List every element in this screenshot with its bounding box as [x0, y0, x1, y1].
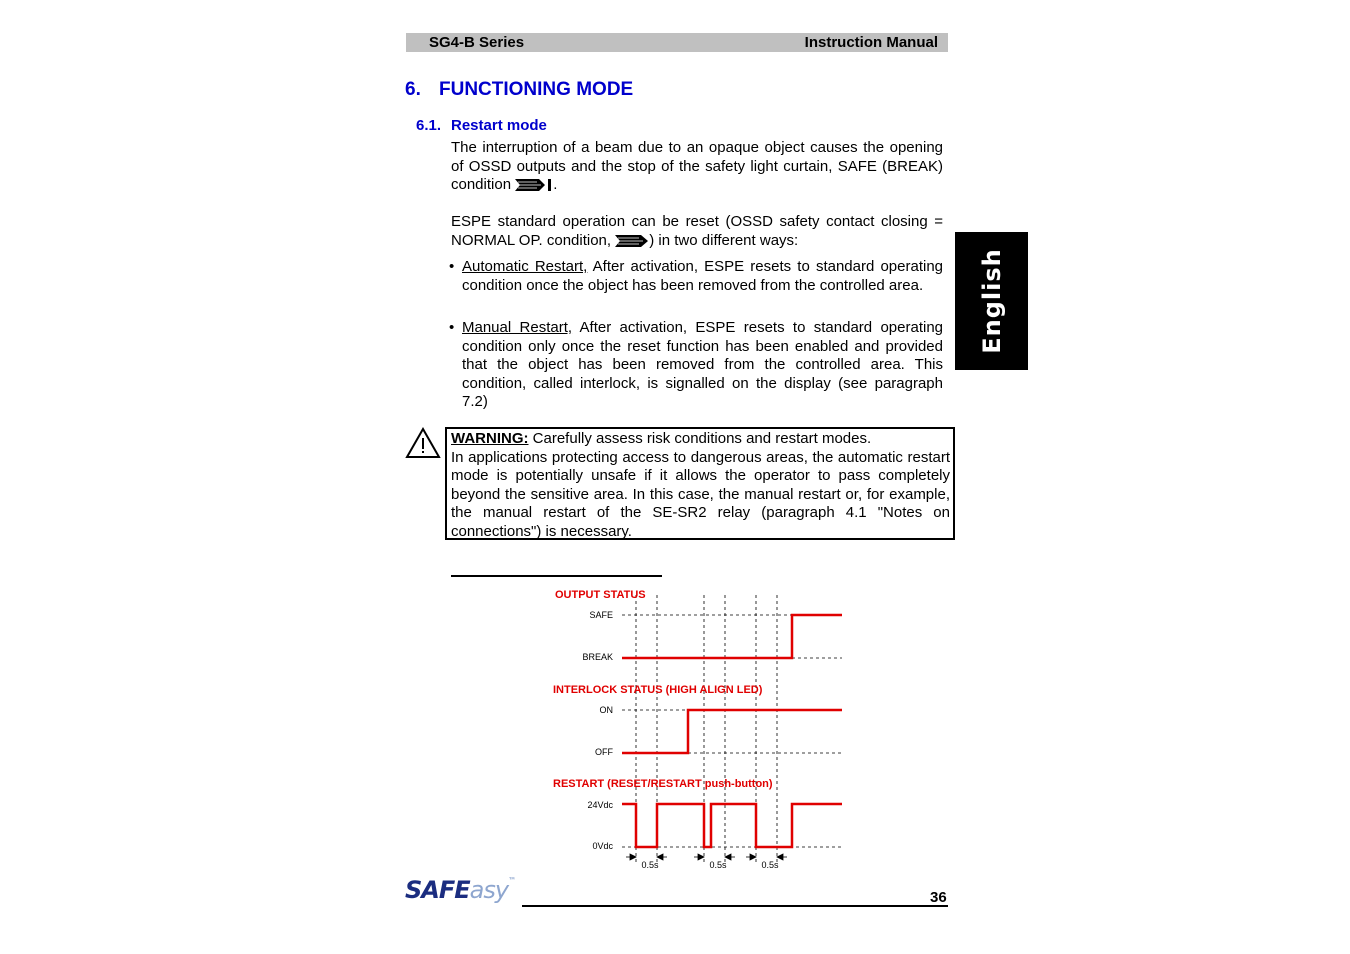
bullet-manual-restart: [451, 319, 943, 412]
subsection-number: 6.1.: [416, 117, 442, 134]
bullet-automatic-restart: [451, 258, 943, 295]
time-label-3: 0.5s: [761, 860, 779, 870]
paragraph-interruption-text: The interruption of a beam due to an opaque object causes the opening of OSSD outputs and the stop of the safety light curtain, SAFE (BREAK) condition: [451, 139, 943, 193]
safe-label: SAFE: [589, 610, 613, 620]
paragraph-reset-text-a: ESPE standard operation can be reset (OSSD safety contact closing = NORMAL OP. condition,: [451, 213, 943, 249]
page-header: [406, 33, 948, 52]
subsection-heading: [416, 117, 547, 134]
header-manual-title: Instruction Manual: [804, 34, 938, 51]
bullet-dot: •: [449, 258, 455, 275]
output-status-title: OUTPUT STATUS: [555, 589, 646, 601]
normal-op-icon: [615, 234, 649, 248]
on-label: ON: [599, 705, 613, 715]
section-number: 6.: [405, 79, 421, 100]
warning-label: WARNING:: [451, 430, 529, 447]
warning-body: In applications protecting access to dangerous areas, the automatic restart mode is potentially unsafe if it allows the operator to pass completely beyond the sensitive area. In this case, the manual restart or, for example, the manual restart of the SE-SR2 relay (paragraph 4.1 "Notes on connections") is necessary.: [451, 448, 950, 540]
paragraph-reset: [451, 213, 943, 250]
section-heading: [405, 79, 633, 101]
bullet-title: Manual Restart,: [462, 319, 573, 336]
bullet-title: Automatic Restart,: [462, 258, 588, 275]
bullet-text: After activation, ESPE resets to standard operating condition once the object has been removed from the controlled area.: [462, 258, 943, 294]
paragraph-interruption-suffix: .: [553, 176, 558, 193]
break-label: BREAK: [582, 652, 613, 662]
v24-label: 24Vdc: [587, 800, 613, 810]
bullet-text: After activation, ESPE resets to standard operating condition only once the reset function has been enabled and provided that the object has been removed from the controlled area. This condition, called interlock, is signalled on the display (see paragraph 7.2): [462, 319, 943, 410]
time-label-2: 0.5s: [709, 860, 727, 870]
header-series: SG4-B Series: [429, 34, 525, 51]
language-tab-label: English: [977, 248, 1006, 354]
timing-diagram: [540, 585, 850, 870]
bullet-dot: •: [449, 319, 455, 336]
footer-rule: [522, 905, 948, 907]
output-status-signal: [622, 615, 842, 658]
paragraph-interruption: [451, 139, 943, 195]
footnote-rule: [451, 575, 662, 577]
paragraph-reset-text-b: ) in two different ways:: [649, 231, 799, 249]
warning-box: [445, 427, 955, 540]
language-tab: [955, 232, 1028, 370]
restart-signal: [622, 804, 842, 847]
interlock-status-title: INTERLOCK STATUS (HIGH ALIGN LED): [553, 684, 763, 696]
page-number: 36: [930, 889, 947, 906]
v0-label: 0Vdc: [592, 841, 613, 851]
interlock-status-signal: [622, 710, 842, 753]
section-title: FUNCTIONING MODE: [439, 79, 634, 100]
off-label: OFF: [595, 747, 613, 757]
safeasy-logo: SAFEasy™: [405, 876, 516, 904]
break-condition-icon: [515, 178, 553, 192]
warning-icon: [405, 427, 441, 459]
restart-title: RESTART (RESET/RESTART push-button): [553, 778, 773, 790]
warning-line1: Carefully assess risk conditions and restart modes.: [528, 430, 872, 447]
subsection-title: Restart mode: [451, 117, 547, 134]
time-label-1: 0.5s: [641, 860, 659, 870]
